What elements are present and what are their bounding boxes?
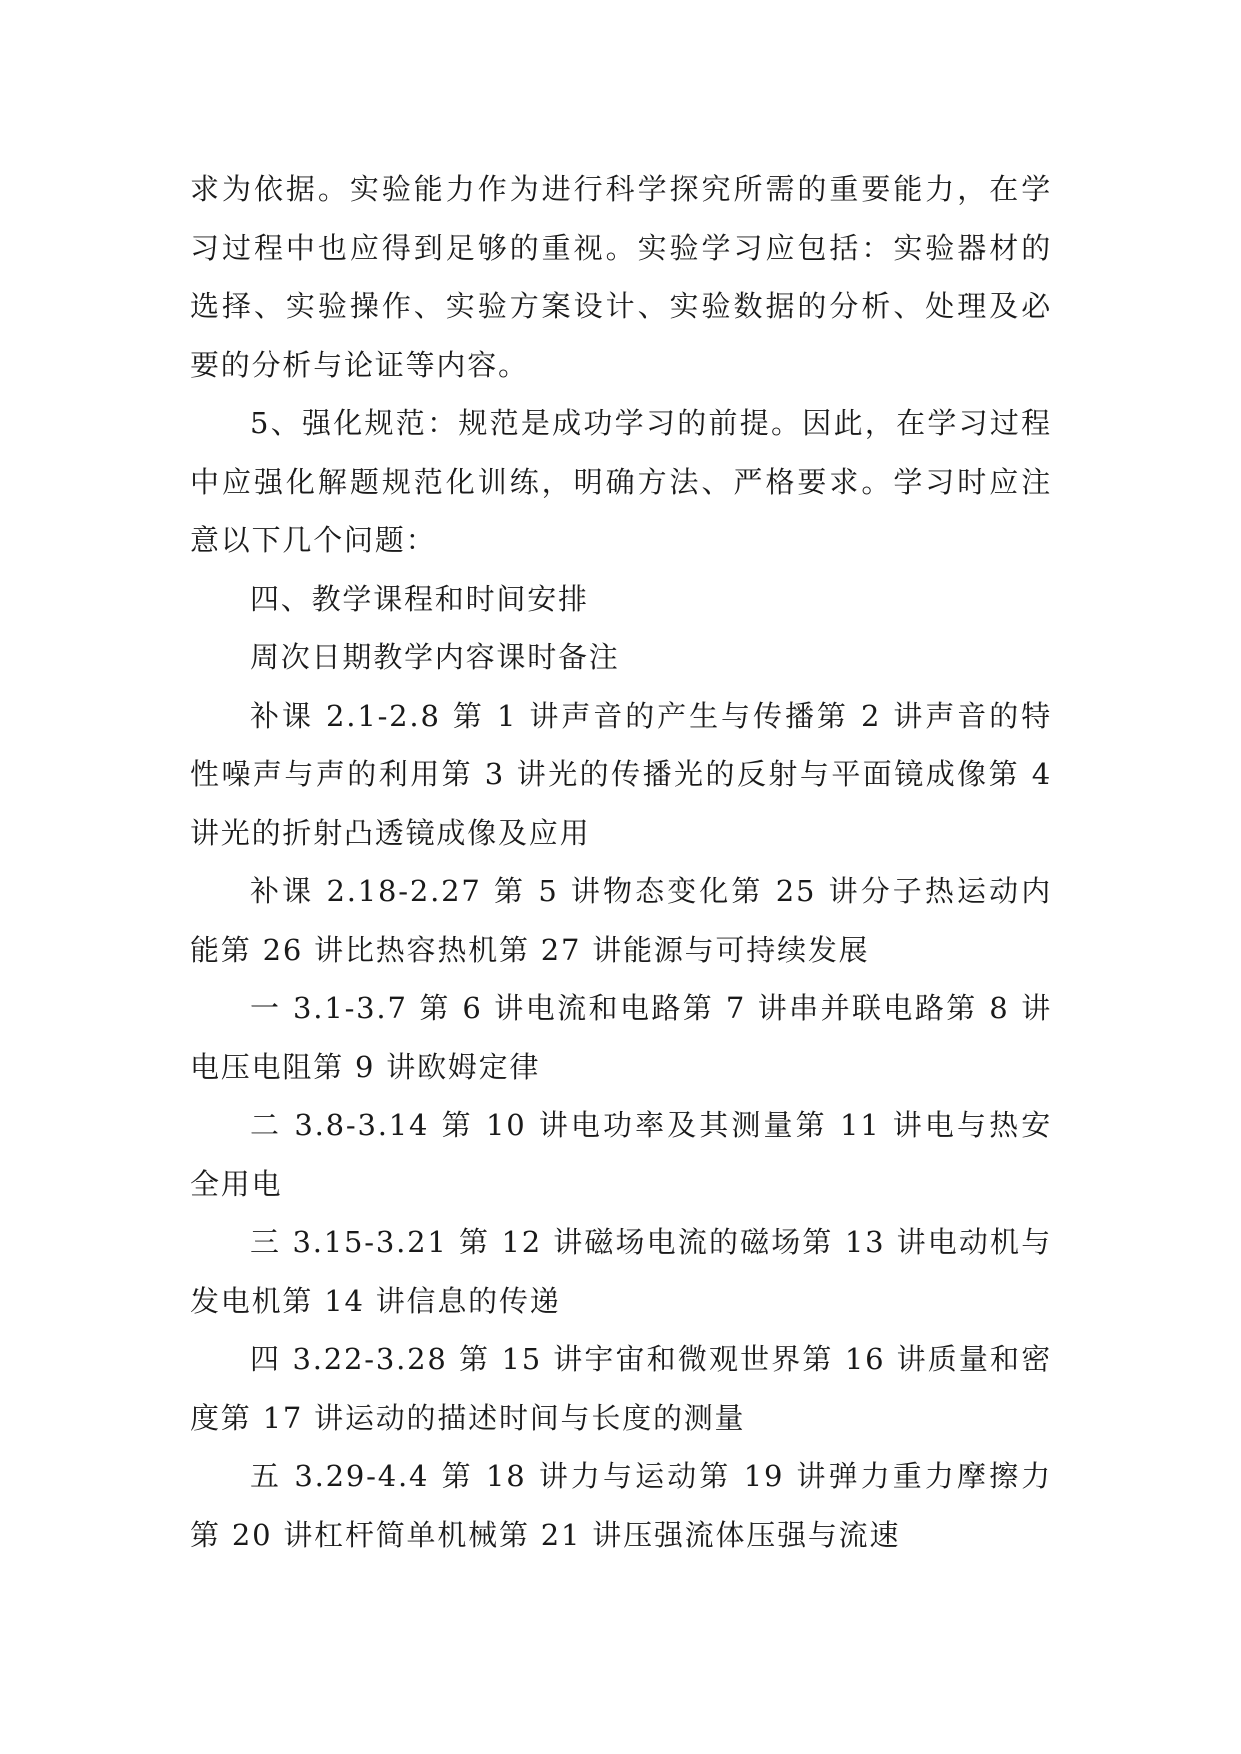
paragraph-strengthen-norms xyxy=(190,394,1052,570)
row-text: 三 3.15-3.21 第 12 讲磁场电流的磁场第 13 讲电动机与发电机第 14 讲信息的传递 xyxy=(190,1225,1052,1318)
row-text: 五 3.29-4.4 第 18 讲力与运动第 19 讲弹力重力摩擦力第 20 讲杠杆简单机械第 21 讲压强流体压强与流速 xyxy=(190,1459,1052,1552)
paragraph-experiment-ability xyxy=(190,160,1052,394)
schedule-row-week-3 xyxy=(190,1213,1052,1330)
row-text: 补课 2.18-2.27 第 5 讲物态变化第 25 讲分子热运动内能第 26 讲比热容热机第 27 讲能源与可持续发展 xyxy=(190,874,1052,967)
schedule-table-header xyxy=(190,628,1052,687)
row-text: 补课 2.1-2.8 第 1 讲声音的产生与传播第 2 讲声音的特性噪声与声的利用第 3 讲光的传播光的反射与平面镜成像第 4 讲光的折射凸透镜成像及应用 xyxy=(190,698,1052,850)
heading-text: 四、教学课程和时间安排 xyxy=(250,581,589,616)
header-text: 周次日期教学内容课时备注 xyxy=(250,640,620,674)
row-text: 一 3.1-3.7 第 6 讲电流和电路第 7 讲串并联电路第 8 讲电压电阻第 9 讲欧姆定律 xyxy=(190,991,1052,1084)
schedule-row-week-2 xyxy=(190,1096,1052,1213)
paragraph-text: 5、强化规范：规范是成功学习的前提。因此，在学习过程中应强化解题规范化训练，明确方法、严格要求。学习时应注意以下几个问题： xyxy=(190,406,1052,557)
schedule-row-week-1 xyxy=(190,979,1052,1096)
row-text: 二 3.8-3.14 第 10 讲电功率及其测量第 11 讲电与热安全用电 xyxy=(190,1108,1052,1201)
schedule-row-makeup-1 xyxy=(190,687,1052,863)
paragraph-text: 求为依据。实验能力作为进行科学探究所需的重要能力，在学习过程中也应得到足够的重视。实验学习应包括：实验器材的选择、实验操作、实验方案设计、实验数据的分析、处理及必要的分析与论证等内容。 xyxy=(190,172,1052,382)
schedule-row-week-4 xyxy=(190,1330,1052,1447)
section-heading-schedule xyxy=(190,570,1052,629)
row-text: 四 3.22-3.28 第 15 讲宇宙和微观世界第 16 讲质量和密度第 17 讲运动的描述时间与长度的测量 xyxy=(190,1342,1052,1435)
schedule-row-week-5 xyxy=(190,1447,1052,1564)
schedule-row-makeup-2 xyxy=(190,862,1052,979)
document-page xyxy=(190,160,1052,1564)
